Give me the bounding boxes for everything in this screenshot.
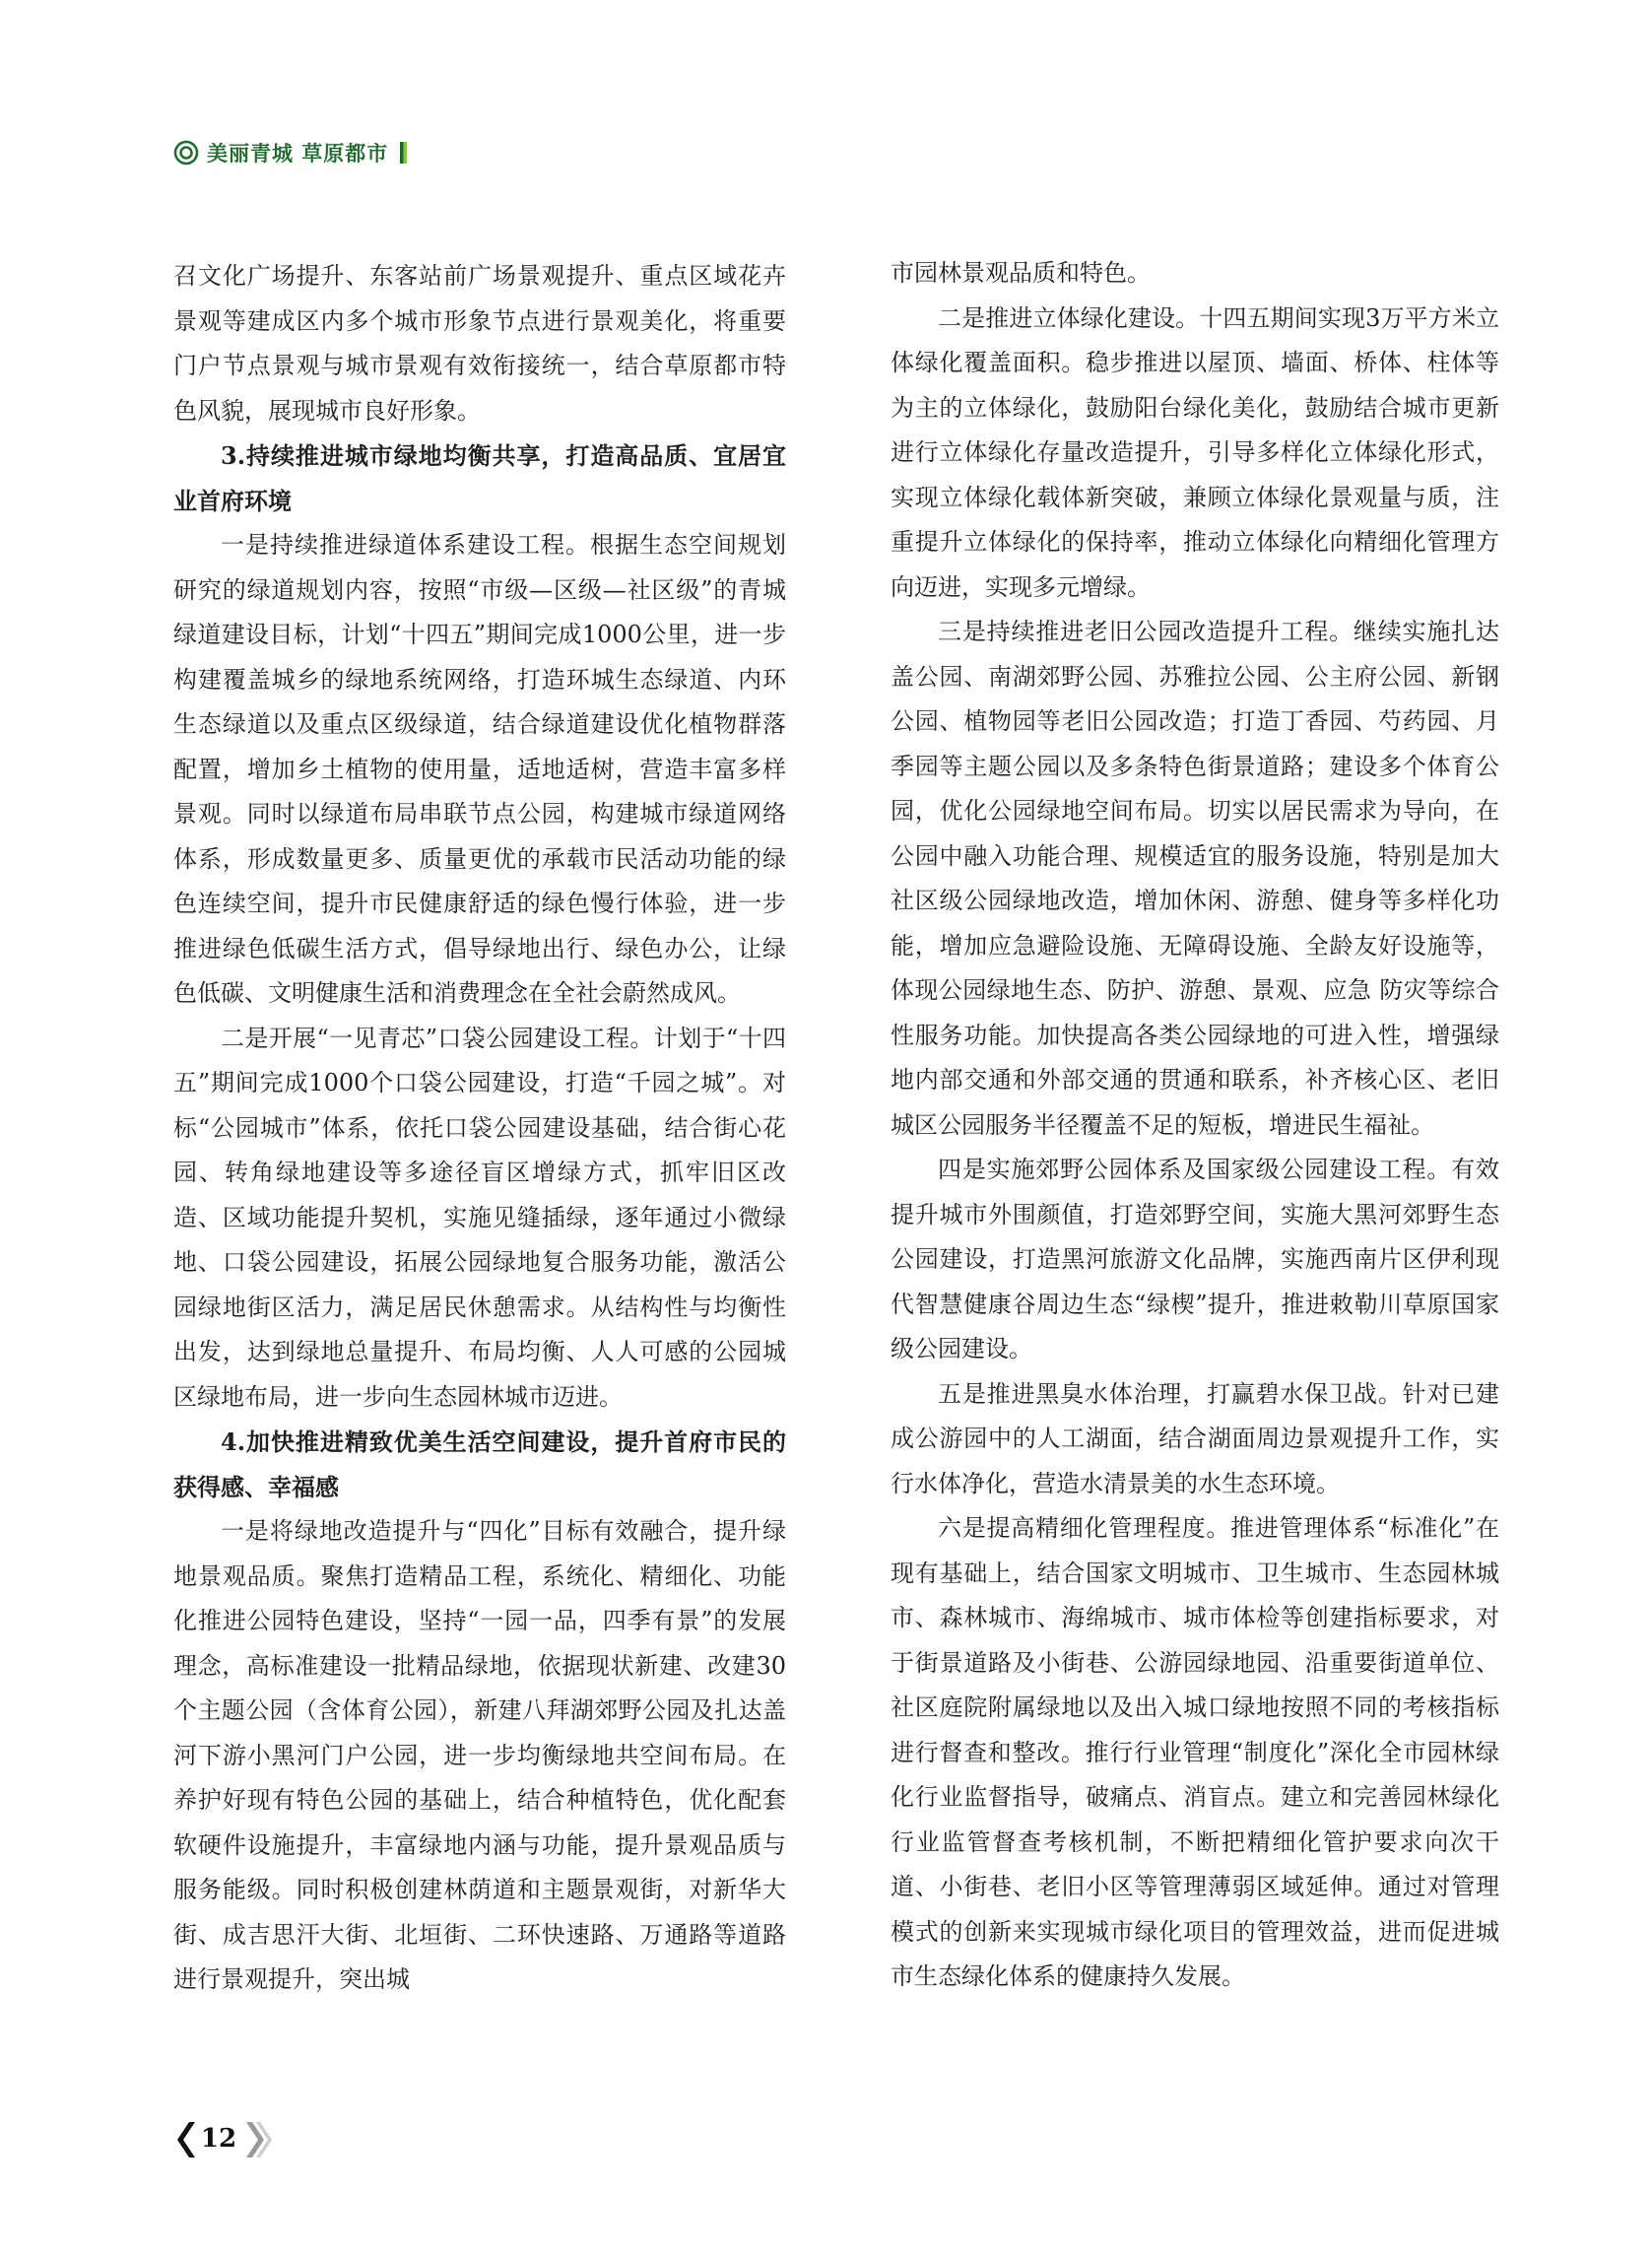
paragraph: 召文化广场提升、东客站前广场景观提升、重点区域花卉景观等建成区内多个城市形象节点进行景观美化，将重要门户节点景观与城市景观有效衔接统一，结合草原都市特色风貌，展现城市良好形象。 xyxy=(173,262,786,425)
left-column xyxy=(173,254,786,2003)
header-title: 美丽青城 草原都市 xyxy=(207,142,389,166)
section-heading: 3.持续推进城市绿地均衡共享，打造高品质、宜居宜业首府环境 xyxy=(173,441,786,515)
page-number-badge xyxy=(173,2118,272,2161)
section-heading: 4.加快推进精致优美生活空间建设，提升首府市民的获得感、幸福感 xyxy=(173,1427,786,1501)
paragraph: 市园林景观品质和特色。 xyxy=(891,259,1151,287)
circle-logo-icon xyxy=(173,140,199,166)
paragraph: 一是持续推进绿道体系建设工程。根据生态空间规划研究的绿道规划内容，按照“市级—区级—社区级”的青城绿道建设目标，计划“十四五”期间完成1000公里，进一步构建覆盖城乡的绿地系统网络，打造环城生态绿道、内环生态绿道以及重点区级绿道，结合绿道建设优化植物群落配置，增加乡土植物的使用量，适地适树，营造丰富多样景观。同时以绿道布局串联节点公园，构建城市绿道网络体系，形成数量更多、质量更优的承载市民活动功能的绿色连续空间，提升市民健康舒适的绿色慢行体验，进一步推进绿色低碳生活方式，倡导绿地出行、绿色办公，让绿色低碳、文明健康生活和消费理念在全社会蔚然成风。 xyxy=(173,531,786,1007)
page-header xyxy=(173,133,407,172)
paragraph: 一是将绿地改造提升与“四化”目标有效融合，提升绿地景观品质。聚焦打造精品工程，系统化、精细化、功能化推进公园特色建设，坚持“一园一品，四季有景”的发展理念，高标准建设一批精品绿地，依据现状新建、改建30个主题公园（含体育公园），新建八拜湖郊野公园及扎达盖河下游小黑河门户公园，进一步均衡绿地共空间布局。在养护好现有特色公园的基础上，结合种植特色，优化配套软硬件设施提升，丰富绿地内涵与功能，提升景观品质与服务能级。同时积极创建林荫道和主题景观街，对新华大街、成吉思汗大街、北垣街、二环快速路、万通路等道路进行景观提升，突出城 xyxy=(173,1517,786,1993)
paragraph: 三是持续推进老旧公园改造提升工程。继续实施扎达盖公园、南湖郊野公园、苏雅拉公园、公主府公园、新钢公园、植物园等老旧公园改造；打造丁香园、芍药园、月季园等主题公园以及多条特色街景道路；建设多个体育公园，优化公园绿地空间布局。切实以居民需求为导向，在公园中融入功能合理、规模适宜的服务设施，特别是加大社区级公园绿地改造，增加休闲、游憩、健身等多样化功能，增加应急避险设施、无障碍设施、全龄友好设施等，体现公园绿地生态、防护、游憩、景观、应急 防灾等综合性服务功能。加快提高各类公园绿地的可进入性，增强绿地内部交通和外部交通的贯通和联系，补齐核心区、老旧城区公园服务半径覆盖不足的短板，增进民生福祉。 xyxy=(891,618,1499,1139)
paragraph: 四是实施郊野公园体系及国家级公园建设工程。有效提升城市外围颜值，打造郊野空间，实施大黑河郊野生态公园建设，打造黑河旅游文化品牌，实施西南片区伊利现代智慧健康谷周边生态“绿楔”提升，推进敕勒川草原国家级公园建设。 xyxy=(891,1156,1499,1362)
paragraph: 二是推进立体绿化建设。十四五期间实现3万平方米立体绿化覆盖面积。稳步推进以屋顶、墙面、桥体、柱体等为主的立体绿化，鼓励阳台绿化美化，鼓励结合城市更新进行立体绿化存量改造提升，引导多样化立体绿化形式，实现立体绿化载体新突破，兼顾立体绿化景观量与质，注重提升立体绿化的保持率，推动立体绿化向精细化管理方向迈进，实现多元增绿。 xyxy=(891,303,1499,601)
paragraph: 二是开展“一见青芯”口袋公园建设工程。计划于“十四五”期间完成1000个口袋公园建设，打造“千园之城”。对标“公园城市”体系，依托口袋公园建设基础，结合街心花园、转角绿地建设等多途径盲区增绿方式，抓牢旧区改造、区域功能提升契机，实施见缝插绿，逐年通过小微绿地、口袋公园建设，拓展公园绿地复合服务功能，激活公园绿地街区活力，满足居民休憩需求。从结构性与均衡性出发，达到绿地总量提升、布局均衡、人人可感的公园城区绿地布局，进一步向生态园林城市迈进。 xyxy=(173,1024,786,1411)
paragraph: 六是提高精细化管理程度。推进管理体系“标准化”在现有基础上，结合国家文明城市、卫生城市、生态园林城市、森林城市、海绵城市、城市体检等创建指标要求，对于街景道路及小街巷、公游园绿地园、沿重要街道单位、社区庭院附属绿地以及出入城口绿地按照不同的考核指标进行督查和整改。推行行业管理“制度化”深化全市园林绿化行业监督指导，破痛点、消盲点。建立和完善园林绿化行业监管督查考核机制，不断把精细化管护要求向次干道、小街巷、老旧小区等管理薄弱区域延伸。通过对管理模式的创新来实现城市绿化项目的管理效益，进而促进城市生态绿化体系的健康持久发展。 xyxy=(891,1514,1499,1990)
paragraph: 五是推进黑臭水体治理，打赢碧水保卫战。针对已建成公游园中的人工湖面，结合湖面周边景观提升工作，实行水体净化，营造水清景美的水生态环境。 xyxy=(891,1379,1499,1497)
header-accent-bar xyxy=(400,142,407,164)
page-number: 12 xyxy=(200,2124,237,2154)
page-number-badge-icon xyxy=(173,2118,272,2161)
right-column xyxy=(891,251,1499,2000)
